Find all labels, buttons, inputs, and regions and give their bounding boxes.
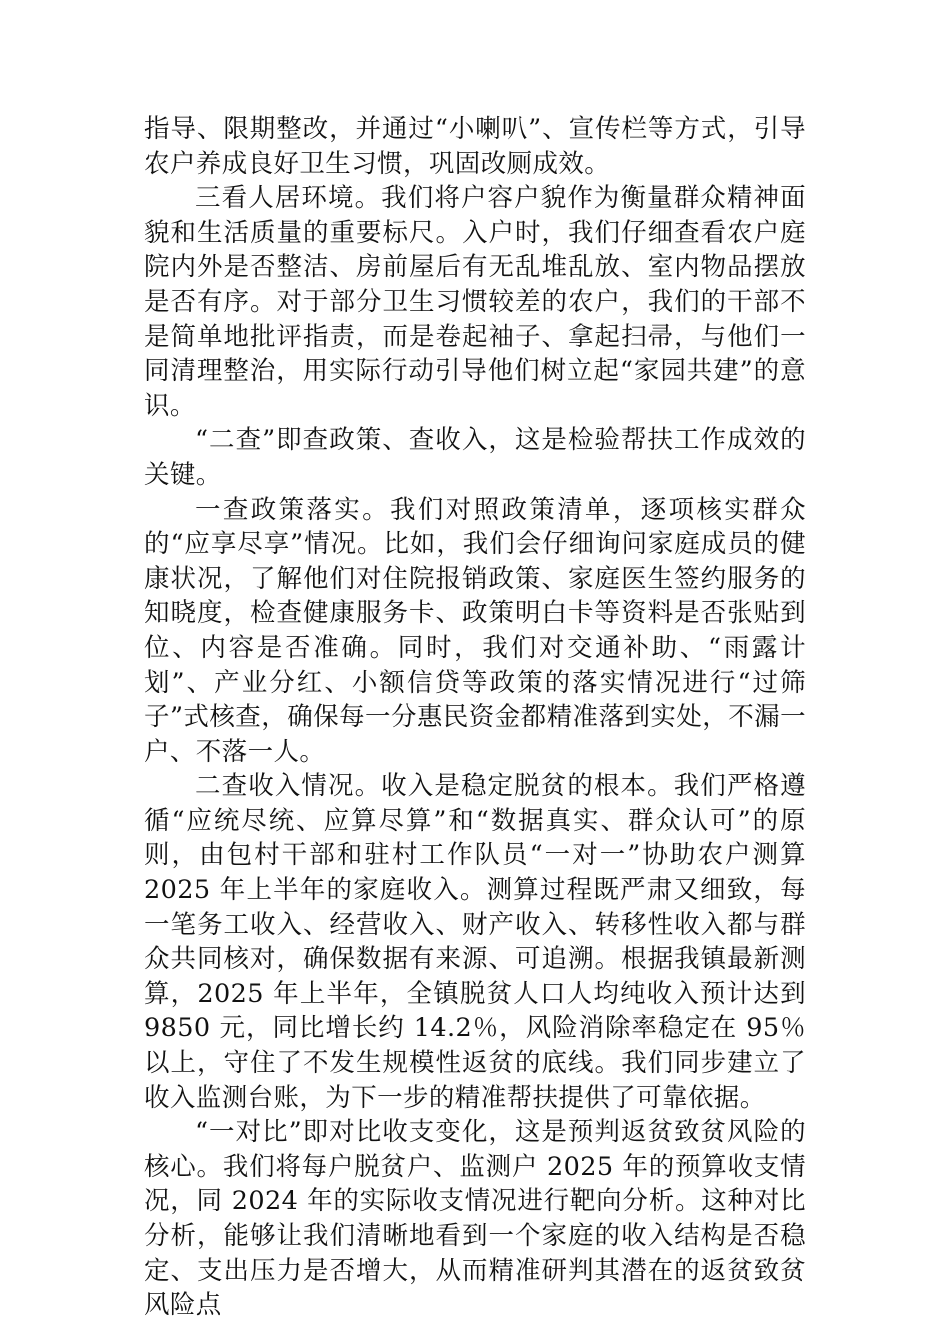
paragraph-policy-check: 一查政策落实。我们对照政策清单，逐项核实群众的“应享尽享”情况。比如，我们会仔细询问家庭成员的健康状况，了解他们对住院报销政策、家庭医生签约服务的知晓度，检查健康服务卡、政策明白卡等资料是否张贴到位、内容是否准确。同时，我们对交通补助、“雨露计划”、产业分红、小额信贷等政策的落实情况进行“过筛子”式核查，确保每一分惠民资金都精准落到实处，不漏一户、不落一人。	[144, 494, 806, 767]
document-page	[144, 112, 806, 1323]
paragraph-living-environment: 三看人居环境。我们将户容户貌作为衡量群众精神面貌和生活质量的重要标尺。入户时，我们仔细查看农户庭院内外是否整洁、房前屋后有无乱堆乱放、室内物品摆放是否有序。对于部分卫生习惯较差的农户，我们的干部不是简单地批评指责，而是卷起袖子、拿起扫帚，与他们一同清理整治，用实际行动引导他们树立起“家园共建”的意识。	[144, 183, 806, 421]
paragraph-one-comparison: “一对比”即对比收支变化，这是预判返贫致贫风险的核心。我们将每户脱贫户、监测户 2025 年的预算收支情况，同 2024 年的实际收支情况进行靶向分析。这种对比分析，能够让我们清晰地看到一个家庭的收入结构是否稳定、支出压力是否增大，从而精准研判其潜在的返贫致贫风险点	[144, 1117, 806, 1321]
paragraph-two-checks-intro: “二查”即查政策、查收入，这是检验帮扶工作成效的关键。	[144, 425, 806, 490]
paragraph-continuation-sanitation: 指导、限期整改，并通过“小喇叭”、宣传栏等方式，引导农户养成良好卫生习惯，巩固改厕成效。	[144, 114, 806, 179]
paragraph-income-check: 二查收入情况。收入是稳定脱贫的根本。我们严格遵循“应统尽统、应算尽算”和“数据真实、群众认可”的原则，由包村干部和驻村工作队员“一对一”协助农户测算 2025 年上半年的家庭收入。测算过程既严肃又细致，每一笔务工收入、经营收入、财产收入、转移性收入都与群众共同核对，确保数据有来源、可追溯。根据我镇最新测算，2025 年上半年，全镇脱贫人口人均纯收入预计达到 9850 元，同比增长约 14.2％，风险消除率稳定在 95％以上，守住了不发生规模性返贫的底线。我们同步建立了收入监测台账，为下一步的精准帮扶提供了可靠依据。	[144, 771, 806, 1113]
